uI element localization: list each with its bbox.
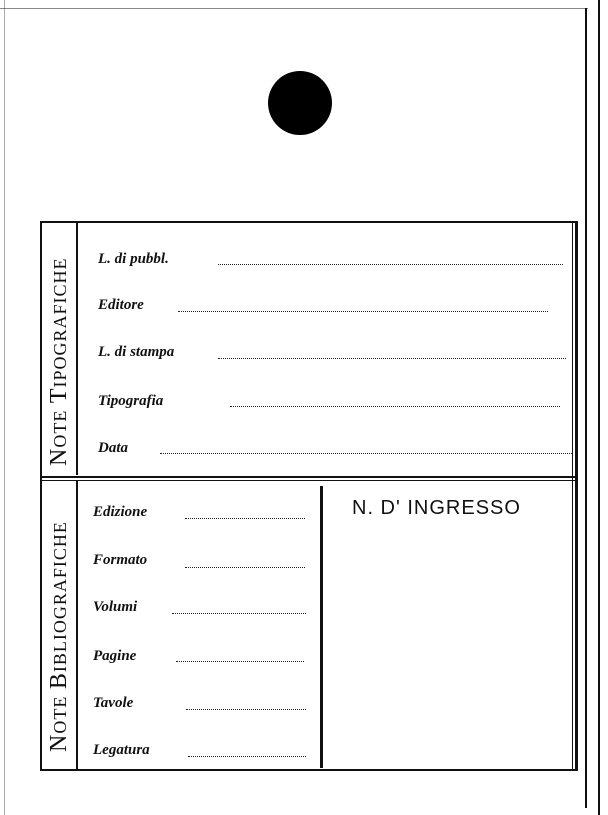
field-label-legatura: Legatura xyxy=(93,742,150,758)
field-label-tipografia: Tipografia xyxy=(98,393,164,409)
sheet-left-edge xyxy=(4,0,5,815)
sheet-right-edge xyxy=(585,8,587,808)
card-right-double xyxy=(572,223,573,769)
field-label-editore: Editore xyxy=(98,297,144,313)
field-line-luogo-stampa[interactable] xyxy=(218,358,566,359)
section-separator-2 xyxy=(42,480,577,481)
field-label-formato: Formato xyxy=(93,552,148,568)
sheet-top-edge xyxy=(0,8,588,9)
section-divider-left-2 xyxy=(76,481,78,769)
section-title-bibliografiche: NOTE BIBLIOGRAFICHE xyxy=(46,521,72,752)
field-label-tavole: Tavole xyxy=(93,695,134,711)
field-line-formato[interactable] xyxy=(185,567,305,568)
field-line-editore[interactable] xyxy=(178,311,548,312)
field-label-data: Data xyxy=(98,440,128,456)
field-line-pagine[interactable] xyxy=(176,661,304,662)
field-label-volumi: Volumi xyxy=(93,599,138,615)
field-line-volumi[interactable] xyxy=(172,613,306,614)
field-line-tavole[interactable] xyxy=(186,709,306,710)
section-divider-left xyxy=(76,223,78,475)
field-line-edizione[interactable] xyxy=(185,518,305,519)
field-label-luogo-stampa: L. di stampa xyxy=(98,344,175,360)
field-line-data[interactable] xyxy=(160,453,572,454)
field-label-edizione: Edizione xyxy=(93,504,148,520)
section-separator xyxy=(42,476,577,478)
field-line-luogo-pubblicazione[interactable] xyxy=(218,264,563,265)
ingresso-divider xyxy=(320,486,323,768)
field-label-luogo-pubblicazione: L. di pubbl. xyxy=(98,251,169,267)
field-label-pagine: Pagine xyxy=(93,648,137,664)
section-title-tipografiche: NOTE TIPOGRAFICHE xyxy=(46,257,72,466)
field-line-legatura[interactable] xyxy=(188,756,306,757)
numero-ingresso-field[interactable] xyxy=(330,530,568,760)
field-line-tipografia[interactable] xyxy=(230,406,560,407)
numero-ingresso-label: N. D' INGRESSO xyxy=(352,497,521,519)
sheet-right-edge-outer xyxy=(598,0,600,815)
punch-hole xyxy=(268,71,332,135)
